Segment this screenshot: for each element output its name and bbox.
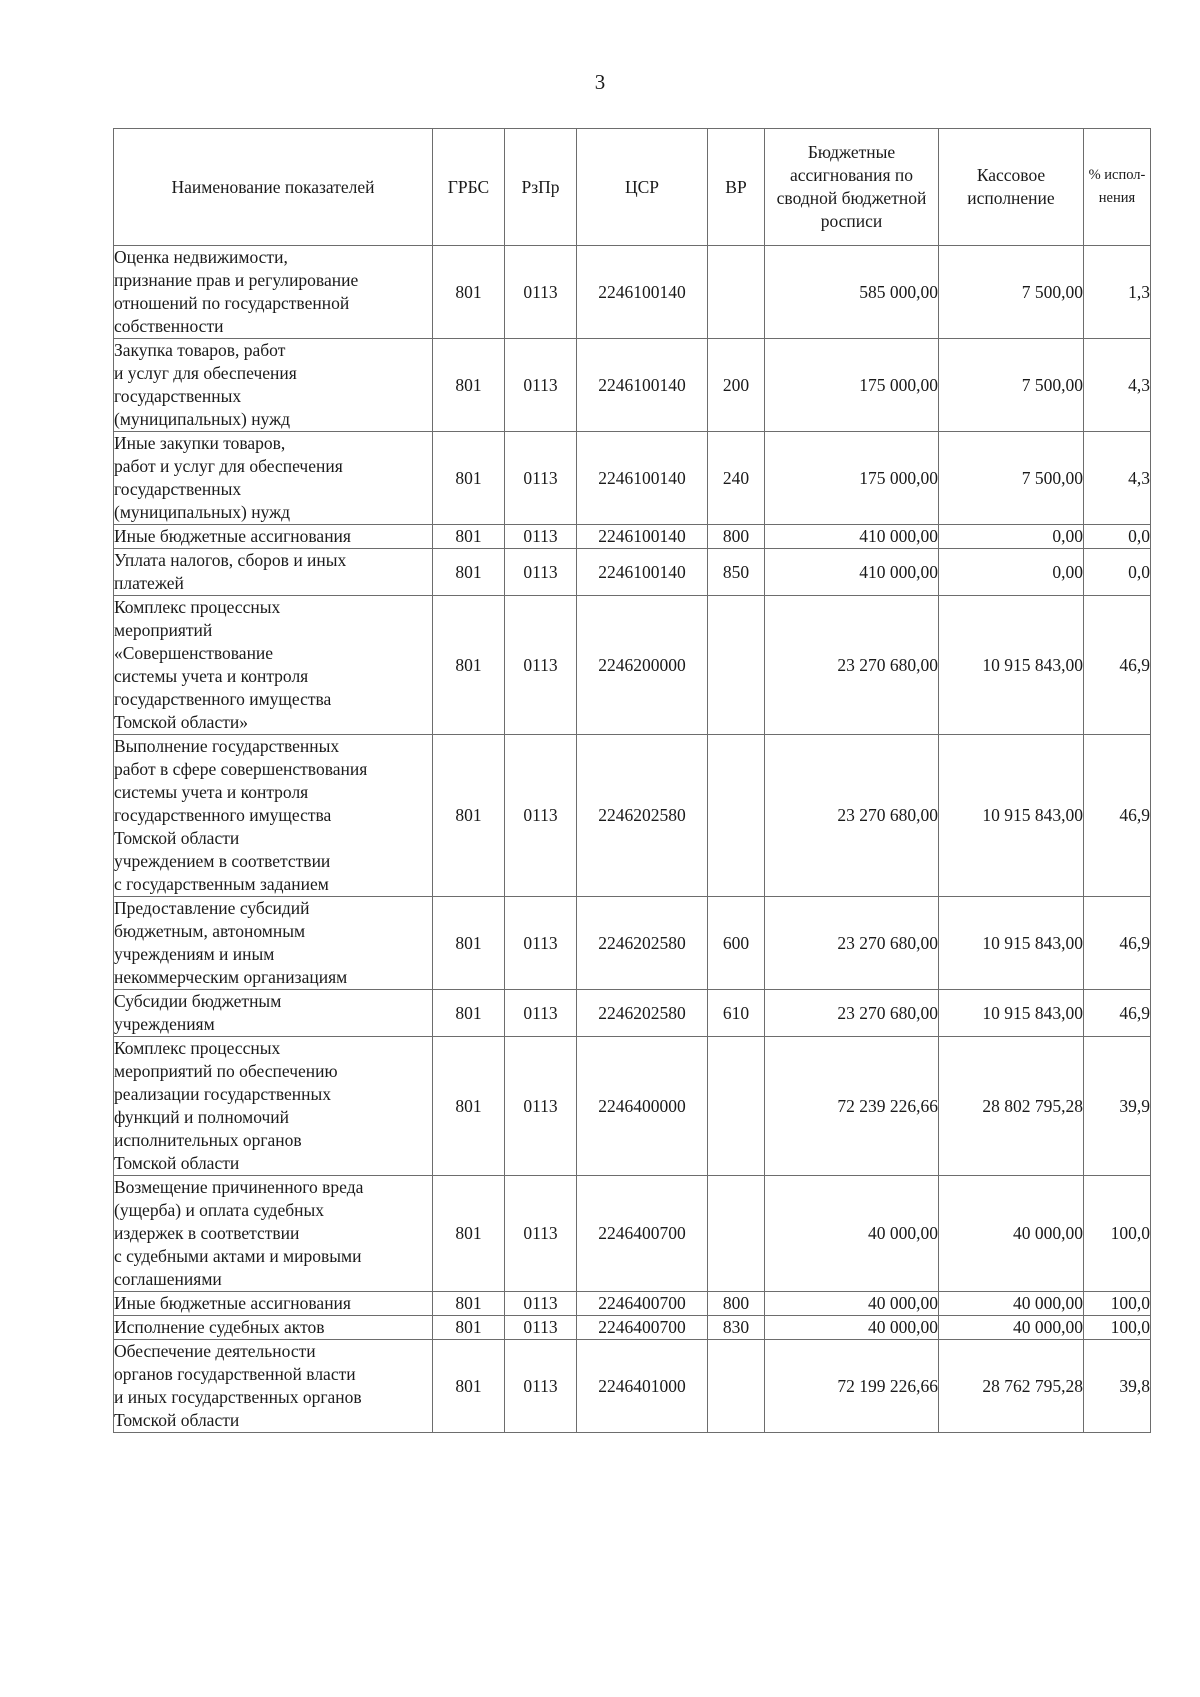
header-row [114,129,1151,246]
row-percent: 46,9 [1084,735,1151,897]
row-csr: 2246202580 [577,897,708,990]
row-grbs: 801 [433,525,505,549]
row-vr [708,735,765,897]
row-percent: 0,0 [1084,549,1151,596]
row-cash-execution: 40 000,00 [939,1316,1084,1340]
page-number: 3 [594,70,606,94]
table-row [114,246,1151,339]
row-percent: 46,9 [1084,990,1151,1037]
row-name: Закупка товаров, работ и услуг для обеспечения государственных (муниципальных) нужд [114,339,433,432]
header-rzpr: РзПр [505,129,577,246]
row-assignments: 23 270 680,00 [765,735,939,897]
table-row [114,1037,1151,1176]
row-vr [708,596,765,735]
row-name: Иные бюджетные ассигнования [114,525,433,549]
header-vr: ВР [708,129,765,246]
row-cash-execution: 40 000,00 [939,1176,1084,1292]
row-vr: 800 [708,525,765,549]
row-vr [708,246,765,339]
table-row [114,990,1151,1037]
row-cash-execution: 10 915 843,00 [939,990,1084,1037]
row-csr: 2246401000 [577,1340,708,1433]
row-cash-execution: 7 500,00 [939,339,1084,432]
row-rzpr: 0113 [505,1316,577,1340]
row-cash-execution: 10 915 843,00 [939,596,1084,735]
table-row [114,1316,1151,1340]
row-grbs: 801 [433,339,505,432]
row-csr: 2246400700 [577,1316,708,1340]
row-csr: 2246100140 [577,432,708,525]
row-rzpr: 0113 [505,897,577,990]
row-assignments: 23 270 680,00 [765,897,939,990]
row-percent: 39,9 [1084,1037,1151,1176]
row-rzpr: 0113 [505,735,577,897]
row-name: Выполнение государственных работ в сфере совершенствования системы учета и контроля государственного имущества Томской области учреждением в соответствии с государственным заданием [114,735,433,897]
row-grbs: 801 [433,549,505,596]
row-rzpr: 0113 [505,432,577,525]
header-grbs: ГРБС [433,129,505,246]
row-cash-execution: 0,00 [939,549,1084,596]
row-assignments: 175 000,00 [765,339,939,432]
row-rzpr: 0113 [505,1037,577,1176]
row-name: Субсидии бюджетным учреждениям [114,990,433,1037]
row-name: Оценка недвижимости, признание прав и регулирование отношений по государственной собственности [114,246,433,339]
row-rzpr: 0113 [505,596,577,735]
row-vr: 610 [708,990,765,1037]
row-rzpr: 0113 [505,1292,577,1316]
row-cash-execution: 7 500,00 [939,432,1084,525]
row-grbs: 801 [433,990,505,1037]
row-csr: 2246100140 [577,339,708,432]
row-rzpr: 0113 [505,246,577,339]
row-name: Комплекс процессных мероприятий «Совершенствование системы учета и контроля государственного имущества Томской области» [114,596,433,735]
row-vr [708,1176,765,1292]
row-percent: 100,0 [1084,1292,1151,1316]
row-assignments: 585 000,00 [765,246,939,339]
table-row [114,339,1151,432]
row-cash-execution: 7 500,00 [939,246,1084,339]
row-csr: 2246100140 [577,246,708,339]
row-assignments: 40 000,00 [765,1316,939,1340]
row-grbs: 801 [433,1292,505,1316]
row-csr: 2246400700 [577,1292,708,1316]
row-percent: 46,9 [1084,596,1151,735]
row-cash-execution: 28 802 795,28 [939,1037,1084,1176]
table-row [114,735,1151,897]
table-row [114,1292,1151,1316]
row-assignments: 40 000,00 [765,1292,939,1316]
table-row [114,525,1151,549]
header-cash-execution: Кассовое исполнение [939,129,1084,246]
table-row [114,897,1151,990]
row-cash-execution: 0,00 [939,525,1084,549]
row-assignments: 23 270 680,00 [765,596,939,735]
row-rzpr: 0113 [505,339,577,432]
row-vr: 800 [708,1292,765,1316]
table-row [114,1176,1151,1292]
header-csr: ЦСР [577,129,708,246]
row-percent: 4,3 [1084,432,1151,525]
row-name: Предоставление субсидий бюджетным, автономным учреждениям и иным некоммерческим организациям [114,897,433,990]
row-rzpr: 0113 [505,549,577,596]
row-grbs: 801 [433,1037,505,1176]
row-assignments: 410 000,00 [765,525,939,549]
row-grbs: 801 [433,1176,505,1292]
row-name: Исполнение судебных актов [114,1316,433,1340]
row-percent: 100,0 [1084,1316,1151,1340]
row-percent: 1,3 [1084,246,1151,339]
row-percent: 46,9 [1084,897,1151,990]
row-rzpr: 0113 [505,990,577,1037]
row-percent: 0,0 [1084,525,1151,549]
row-percent: 39,8 [1084,1340,1151,1433]
row-assignments: 23 270 680,00 [765,990,939,1037]
row-vr [708,1340,765,1433]
row-grbs: 801 [433,897,505,990]
row-grbs: 801 [433,735,505,897]
header-name: Наименование показателей [114,129,433,246]
row-assignments: 175 000,00 [765,432,939,525]
row-percent: 4,3 [1084,339,1151,432]
header-assignments: Бюджетные ассигнования по сводной бюджетной росписи [765,129,939,246]
table-row [114,549,1151,596]
table-row [114,432,1151,525]
row-percent: 100,0 [1084,1176,1151,1292]
budget-table [113,128,1151,1433]
row-name: Возмещение причиненного вреда (ущерба) и оплата судебных издержек в соответствии с судебными актами и мировыми соглашениями [114,1176,433,1292]
row-vr: 200 [708,339,765,432]
row-grbs: 801 [433,432,505,525]
row-name: Обеспечение деятельности органов государственной власти и иных государственных органов Томской области [114,1340,433,1433]
row-cash-execution: 28 762 795,28 [939,1340,1084,1433]
row-csr: 2246100140 [577,525,708,549]
row-rzpr: 0113 [505,1176,577,1292]
row-vr: 600 [708,897,765,990]
row-assignments: 40 000,00 [765,1176,939,1292]
row-grbs: 801 [433,1340,505,1433]
row-name: Иные бюджетные ассигнования [114,1292,433,1316]
row-vr [708,1037,765,1176]
row-grbs: 801 [433,596,505,735]
row-vr: 240 [708,432,765,525]
row-name: Уплата налогов, сборов и иных платежей [114,549,433,596]
row-rzpr: 0113 [505,525,577,549]
row-csr: 2246200000 [577,596,708,735]
row-csr: 2246202580 [577,735,708,897]
row-assignments: 72 199 226,66 [765,1340,939,1433]
row-cash-execution: 40 000,00 [939,1292,1084,1316]
row-csr: 2246400000 [577,1037,708,1176]
row-cash-execution: 10 915 843,00 [939,735,1084,897]
row-vr: 830 [708,1316,765,1340]
row-csr: 2246400700 [577,1176,708,1292]
row-name: Иные закупки товаров, работ и услуг для обеспечения государственных (муниципальных) нужд [114,432,433,525]
row-csr: 2246202580 [577,990,708,1037]
table-row [114,1340,1151,1433]
row-assignments: 410 000,00 [765,549,939,596]
row-rzpr: 0113 [505,1340,577,1433]
header-percent: % испол-нения [1084,129,1151,246]
table-row [114,596,1151,735]
row-grbs: 801 [433,246,505,339]
row-assignments: 72 239 226,66 [765,1037,939,1176]
row-csr: 2246100140 [577,549,708,596]
row-cash-execution: 10 915 843,00 [939,897,1084,990]
row-name: Комплекс процессных мероприятий по обеспечению реализации государственных функций и полномочий исполнительных органов Томской области [114,1037,433,1176]
row-vr: 850 [708,549,765,596]
row-grbs: 801 [433,1316,505,1340]
